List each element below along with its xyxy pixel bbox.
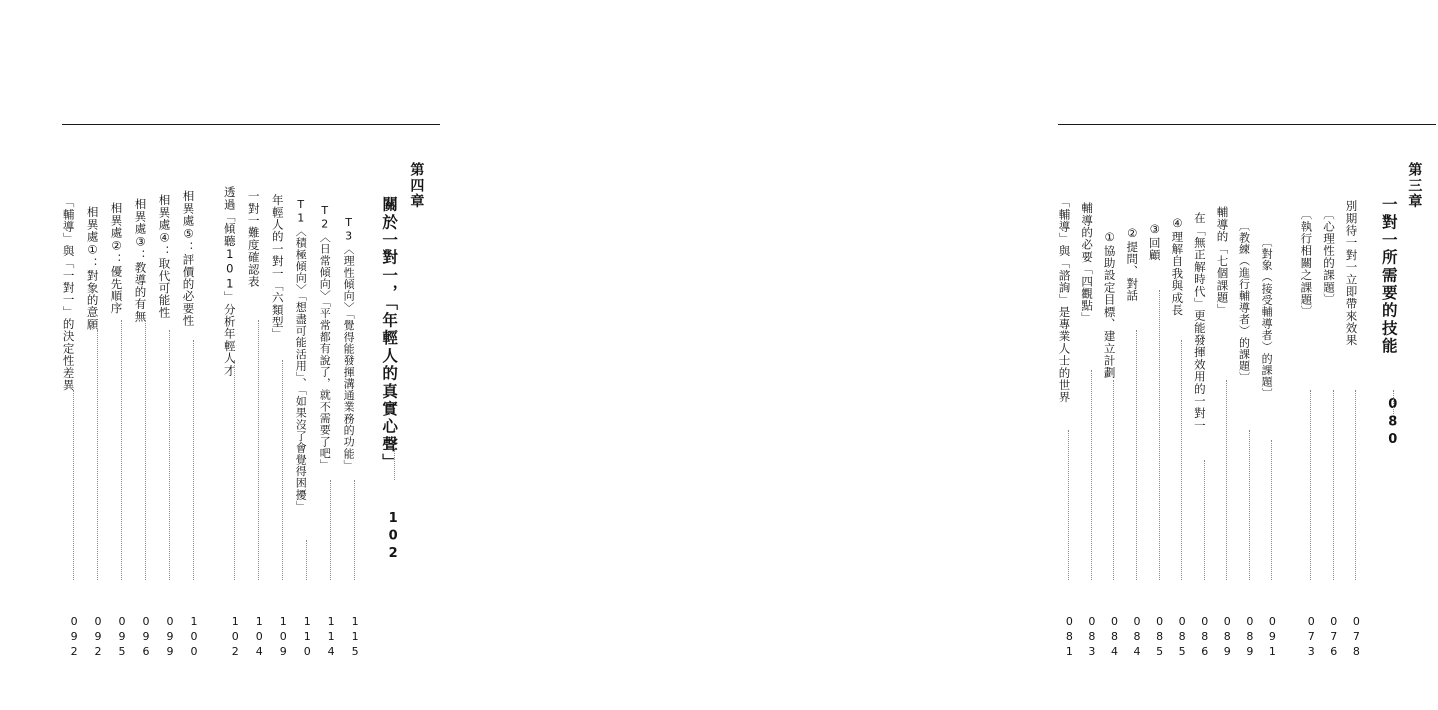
toc-entry [295,140,319,660]
toc-entry-text: 相異處①：對象的意願 [85,206,100,331]
toc-entry-page: 115 [348,615,362,660]
leader-dots [1181,340,1183,580]
toc-entry-text: 在「無正解時代」更能發揮效用的一對一 [1192,212,1207,432]
toc-entry [1300,140,1323,660]
toc-entry [223,140,247,660]
toc-page-chapter-three [500,0,1423,710]
leader-dots [330,480,332,580]
toc-entry-text: 輔導的「七個課題」 [1215,206,1230,316]
toc-entry-text: T2〈日常傾向〉「平常都有說了，就不需要了吧」 [318,204,332,471]
toc-entry-text: 一對一難度確認表 [246,190,261,288]
toc-entry-page: 089 [1243,615,1257,660]
toc-entry-text: 〔教練（進行輔導者）的課題〕 [1237,220,1251,384]
toc-entry-text: 「輔導」與「一對一」的決定性差異 [61,196,76,392]
leader-dots [258,320,260,580]
toc-entry-page: 086 [1198,615,1212,660]
toc-entry-page: 081 [1062,615,1076,660]
toc-entry [1058,140,1081,660]
chapter-title-column [1380,140,1407,660]
toc-entry-page: 092 [91,615,105,660]
leader-dots [234,360,236,580]
toc-entry-page: 089 [1220,615,1234,660]
leader-dots [1136,330,1138,580]
chapter-heading-column [1407,140,1438,660]
chapter-label: 第三章 [1406,162,1423,210]
toc-entry-text: T3〈理性傾向〉「覺得能發揮溝通業務的功能」 [342,216,356,472]
toc-entry-text: 〔對象（接受輔導者）的課題〕 [1260,236,1274,400]
toc-entry-page: 100 [187,615,201,660]
toc-entry-page: 083 [1085,615,1099,660]
toc-entry [271,140,295,660]
toc-entry [134,140,158,660]
toc-entry [1126,140,1149,660]
toc-gap [1284,140,1300,660]
leader-dots [145,320,147,580]
leader-dots [1333,390,1335,580]
leader-dots [169,330,171,580]
toc-entry-text: 相異處⑤：評價的必要性 [181,190,196,327]
toc-entry [1193,140,1216,660]
toc-entry [1345,140,1368,660]
leader-dots [1068,430,1070,580]
leader-dots [1355,390,1357,580]
toc-columns-left [62,140,442,660]
leader-dots [1249,430,1251,580]
toc-entry [1239,140,1262,660]
leader-dots [1204,460,1206,580]
toc-entry-text: ④理解自我與成長 [1170,216,1185,317]
toc-entry-page: 095 [115,615,129,660]
leader-dots [1226,380,1228,580]
chapter-label: 第四章 [408,162,425,210]
toc-entry-page: 078 [1349,615,1363,660]
toc-gap [1368,140,1381,660]
leader-dots [1271,440,1273,580]
toc-entry-page: 076 [1327,615,1341,660]
leader-dots [354,480,356,580]
leader-dots [306,540,308,580]
toc-entry-page: 084 [1130,615,1144,660]
toc-entry-text: 相異處③：教導的有無 [133,198,148,323]
leader-dots [73,390,75,580]
toc-entry-text: ②提問、對話 [1125,226,1140,302]
toc-entry [1261,140,1284,660]
leader-dots [1091,370,1093,580]
toc-gap [206,140,223,660]
toc-entry [343,140,367,660]
toc-entry [1103,140,1126,660]
toc-entry-page: 110 [300,615,314,660]
toc-entry [158,140,182,660]
leader-dots [1159,290,1161,580]
toc-entry [1081,140,1104,660]
toc-entry-page: 099 [163,615,177,660]
leader-dots [1113,380,1115,580]
toc-entry-page: 109 [276,615,290,660]
toc-entry-text: 〔執行相關之課題〕 [1299,208,1314,318]
chapter-title-column [381,140,410,660]
toc-entry-page: 085 [1175,615,1189,660]
leader-dots [282,360,284,580]
chapter-page-number: 102 [385,510,401,564]
chapter-title: 關於一對一，「年輕人的真實心聲」 [380,196,399,471]
chapter-title: 一對一所需要的技能 [1379,196,1398,356]
toc-entry-text: 年輕人的一對一「六類型」 [270,194,285,341]
chapter-heading-column [409,140,442,660]
toc-entry-text: 〔心理性的課題〕 [1321,208,1336,306]
page-top-rule [1058,124,1436,125]
toc-entry-page: 096 [139,615,153,660]
chapter-page-number: 080 [1385,397,1401,450]
toc-entry [1322,140,1345,660]
toc-entry-page: 114 [324,615,338,660]
toc-entry-page: 104 [252,615,266,660]
leader-dots [121,320,123,580]
toc-entry-text: ③回顧 [1147,222,1162,262]
toc-entry-text: 別期待一對一立即帶來效果 [1344,200,1359,347]
leader-dots [394,450,396,480]
leader-dots [97,330,99,580]
toc-entry-page: 092 [67,615,81,660]
toc-entry-text: T1〈積極傾向〉「想盡可能活用」、「如果沒了會覺得困擾」 [294,198,308,512]
toc-entry [182,140,206,660]
toc-entry-page: 073 [1304,615,1318,660]
toc-entry [1148,140,1171,660]
toc-entry [319,140,343,660]
toc-entry [86,140,110,660]
toc-entry-page: 085 [1153,615,1167,660]
leader-dots [1310,390,1312,580]
leader-dots [1393,390,1395,420]
toc-entry-text: 透過「傾聽101」分析年輕人才 [222,186,237,377]
toc-entry [1216,140,1239,660]
leader-dots [193,340,195,580]
toc-entry-text: ①協助設定目標、建立計劃 [1102,230,1117,379]
page-top-rule [62,124,440,125]
toc-entry [110,140,134,660]
toc-entry-page: 091 [1265,615,1279,660]
toc-entry-page: 084 [1107,615,1121,660]
toc-entry [1171,140,1194,660]
toc-entry-text: 輔導的必要「四觀點」 [1080,202,1095,324]
toc-entry [62,140,86,660]
toc-page-chapter-four [0,0,500,710]
toc-entry-text: 相異處④：取代可能性 [157,194,172,319]
toc-columns-right [1058,140,1438,660]
toc-entry-text: 「輔導」與「諮詢」是專業人士的世界 [1057,196,1072,404]
toc-entry [247,140,271,660]
toc-gap [367,140,380,660]
toc-entry-text: 相異處②：優先順序 [109,202,124,315]
toc-entry-page: 102 [228,615,242,660]
